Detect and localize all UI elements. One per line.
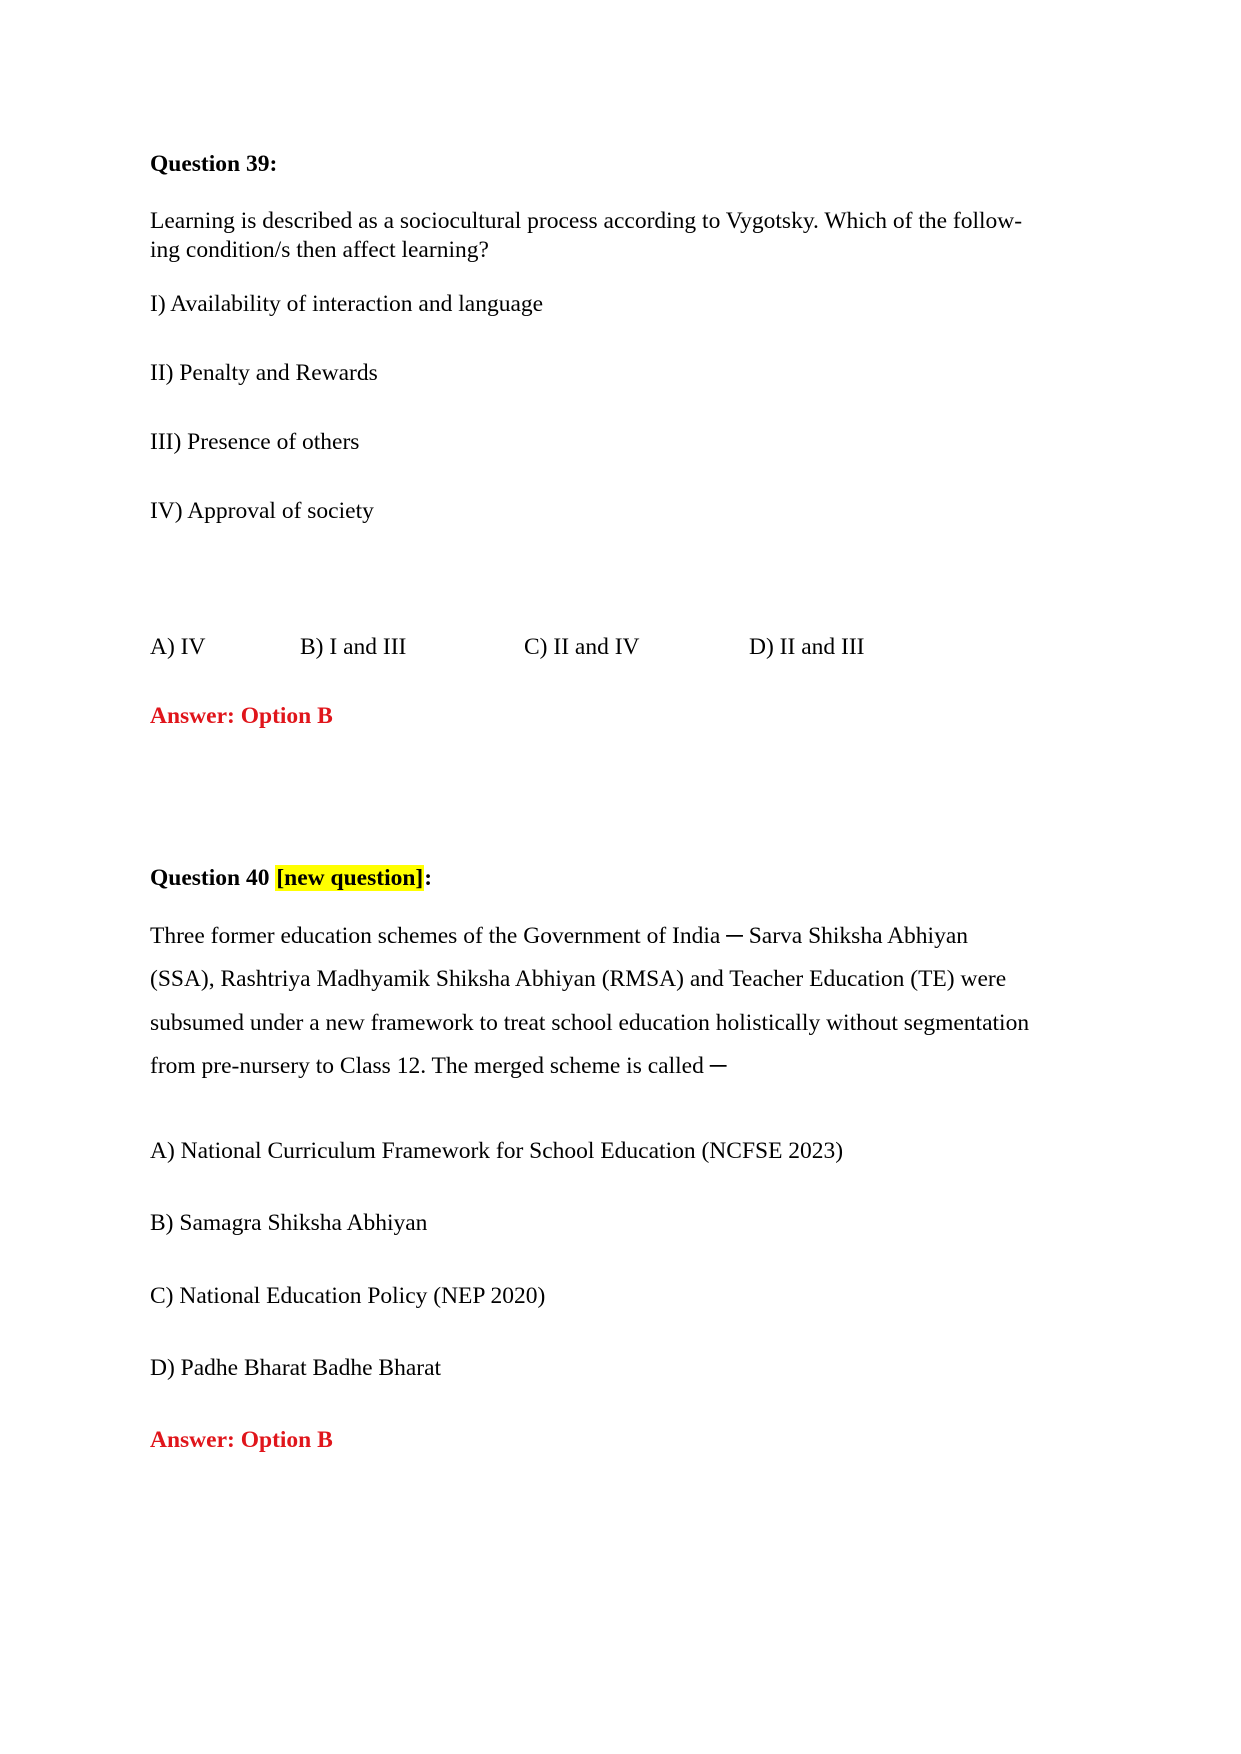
q40-heading — [150, 864, 432, 892]
q40-option-a: A) National Curriculum Framework for School Education (NCFSE 2023) — [150, 1138, 844, 1164]
q39-statement-3: III) Presence of others — [150, 429, 360, 455]
q40-option-c: C) National Education Policy (NEP 2020) — [150, 1283, 546, 1309]
q39-option-a: A) IV — [150, 634, 206, 660]
q39-option-c: C) II and IV — [524, 634, 640, 660]
q39-stem-line-2: ing condition/s then affect learning? — [150, 237, 489, 263]
q40-answer: Answer: Option B — [150, 1427, 333, 1453]
q40-new-question-tag: [new question] — [276, 865, 424, 891]
q40-option-b: B) Samagra Shiksha Abhiyan — [150, 1210, 428, 1236]
q39-answer: Answer: Option B — [150, 703, 333, 729]
q39-option-d: D) II and III — [749, 634, 865, 660]
q40-stem-line-3: subsumed under a new framework to treat school education holistically without segmentation — [150, 1010, 1030, 1036]
q39-statement-4: IV) Approval of society — [150, 498, 374, 524]
q40-stem-line-1: Three former education schemes of the Government of India ─ Sarva Shiksha Abhiyan — [150, 923, 969, 949]
q40-heading-suffix: : — [424, 865, 433, 891]
q39-statement-1: I) Availability of interaction and language — [150, 291, 544, 317]
q39-option-b: B) I and III — [300, 634, 407, 660]
q40-option-d: D) Padhe Bharat Badhe Bharat — [150, 1355, 442, 1381]
q40-heading-prefix: Question 40 — [150, 865, 276, 891]
q40-stem-line-2: (SSA), Rashtriya Madhyamik Shiksha Abhiyan (RMSA) and Teacher Education (TE) were — [150, 966, 1007, 992]
q39-heading: Question 39: — [150, 151, 278, 177]
q40-stem-line-4: from pre-nursery to Class 12. The merged scheme is called ─ — [150, 1053, 727, 1079]
q39-statement-2: II) Penalty and Rewards — [150, 360, 378, 386]
q39-stem-line-1: Learning is described as a sociocultural process according to Vygotsky. Which of the follow- — [150, 208, 1023, 234]
